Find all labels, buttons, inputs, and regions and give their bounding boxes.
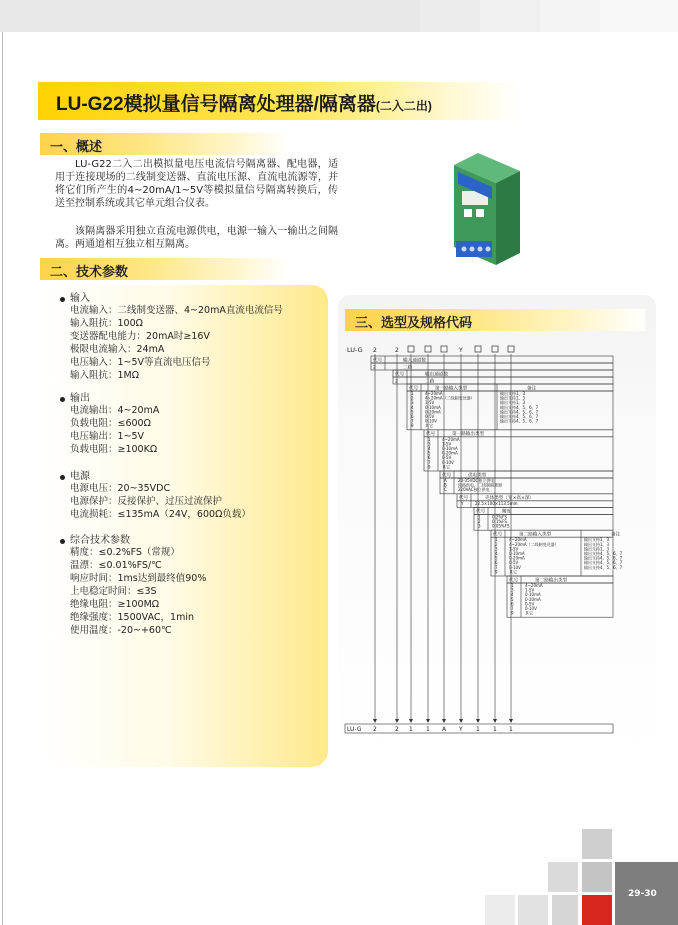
spec-group-title: 电源 — [70, 471, 90, 482]
table-cell: 输出支持4、5、6、7 — [500, 409, 539, 415]
specs-heading: 二、技术参数 — [50, 265, 129, 280]
selection-arrowhead — [459, 719, 463, 723]
page-number: 29-30 — [628, 889, 657, 899]
table-cell: 4 — [411, 404, 414, 410]
table-cell: 5 — [511, 596, 514, 602]
table-cell: 二路 — [403, 365, 413, 371]
table-cell: 4~20mA（二线制变送器） — [425, 395, 475, 401]
example-code-digit: Y — [459, 726, 463, 733]
example-code-prefix: LU-G — [347, 726, 362, 733]
table-cell: 1 — [511, 583, 514, 588]
bullet-icon — [60, 297, 65, 302]
table-cell: 0-10mA — [509, 551, 525, 556]
spec-line: 负载电阻：≥100KΩ — [70, 444, 158, 455]
deco-square — [552, 895, 578, 925]
selection-arrowhead — [493, 719, 497, 723]
table-cell: 4 — [495, 551, 498, 556]
table-cell: 输出支持4、5、6、7 — [500, 404, 539, 410]
spec-line: 电源电压：20~35VDC — [70, 483, 171, 494]
top-bar — [0, 0, 678, 32]
spec-line: 响应时间：1ms达到最终值90% — [70, 573, 207, 584]
deco-square-red — [582, 895, 612, 925]
table-cell: 输出通道数 — [425, 372, 448, 378]
table-cell: 9 — [495, 569, 498, 575]
table-cell: 输出支持4、5、6、7 — [584, 555, 623, 561]
spec-group-title: 输出 — [70, 393, 90, 404]
table-header-cell: 第二路输入类型 — [519, 532, 552, 538]
header-box — [441, 346, 447, 352]
table-header-row — [491, 530, 613, 537]
selection-arrowhead — [373, 719, 377, 723]
selection-arrowhead — [426, 719, 430, 723]
selection-heading: 三、选型及规格代码 — [355, 316, 473, 331]
table-cell: A — [444, 478, 447, 483]
table-header-cell: 第一路输出类型 — [452, 432, 485, 438]
table-cell: 4~20mA（二线制变送器） — [509, 541, 559, 547]
table-cell: 输出支持1、3 — [500, 395, 526, 401]
header-box — [508, 346, 514, 352]
code-diagram-svg — [345, 340, 623, 740]
table-cell: 1-5V — [525, 587, 535, 593]
table-cell: 0.2%FS — [492, 514, 507, 520]
table-header-cell: 精度 — [502, 509, 512, 515]
table-cell: 其它 — [425, 423, 433, 429]
table-cell: 其它 — [509, 569, 517, 575]
table-header-cell: 代号 — [459, 496, 469, 502]
header-box — [425, 346, 431, 352]
table-cell: 0-20mA — [509, 555, 525, 561]
deco-square — [485, 895, 515, 925]
spec-line: 电压输出：1~5V — [70, 431, 145, 442]
table-cell: 输出支持1、3 — [584, 541, 610, 547]
page-title: LU-G22模拟量信号隔离处理器/隔离器(二入二出) — [56, 94, 432, 115]
table-cell: 1 — [478, 514, 481, 520]
table-cell: 22.5×100×113.5mm — [475, 500, 518, 506]
table-cell: 二路 — [425, 379, 435, 385]
table-cell: 2 — [395, 379, 398, 385]
table-cell: 3 — [411, 400, 414, 406]
table-cell: 输出支持1、3 — [584, 537, 610, 543]
table-cell: 0-20mA — [425, 409, 441, 415]
selection-arrowhead — [509, 719, 513, 723]
header-y: Y — [459, 347, 463, 354]
header-code: LU-G — [347, 346, 363, 354]
table-cell: 1 — [495, 537, 498, 543]
table-cell: 输出支持1、3 — [584, 546, 610, 552]
table-header-cell: 代号 — [409, 386, 419, 392]
header-box — [475, 346, 481, 352]
table-cell: 9 — [411, 423, 414, 429]
spec-line: 输入阻抗：100Ω — [70, 318, 143, 329]
isolator-device-image — [438, 145, 530, 283]
selection-heading-bar — [345, 309, 645, 331]
table-cell: 7 — [411, 418, 414, 424]
table-cell: 1 — [411, 391, 414, 396]
table-header-cell: 代号 — [426, 432, 436, 438]
table-cell: 输出支持4、5、6、7 — [584, 551, 623, 556]
spec-line: 电流损耗：≤135mA（24V，600Ω负载） — [70, 509, 251, 520]
table-cell: 输出支持4、5、6、7 — [500, 418, 539, 424]
table-cell: 0-5V — [442, 455, 452, 461]
selection-arrowhead — [409, 719, 413, 723]
overview-para-2: 该隔离器采用独立直流电源供电，电源一输入一输出之间隔离。两通道相互独立相互隔离。 — [55, 226, 338, 250]
table-cell: 6 — [411, 414, 414, 419]
selection-arrowhead — [476, 719, 480, 723]
table-cell: 0-10V — [509, 564, 521, 570]
table-cell: 9 — [511, 610, 514, 616]
spec-group-title: 综合技术参数 — [70, 535, 130, 546]
table-cell: 0-10V — [442, 459, 454, 465]
table-header-cell: 第一路输入类型 — [435, 386, 468, 392]
table-cell: 其它 — [442, 464, 450, 470]
table-cell: B — [444, 482, 447, 488]
example-code-digit: 2 — [395, 726, 399, 733]
table-cell: 3 — [478, 523, 481, 529]
table-header-cell: 代号 — [476, 509, 486, 515]
table-cell: 0-20mA — [442, 450, 458, 456]
table-body — [507, 583, 613, 617]
example-code-digit: 2 — [373, 726, 377, 733]
table-cell: 4 — [511, 592, 514, 598]
table-cell: 7 — [428, 459, 431, 465]
example-code-digit: A — [442, 726, 447, 733]
table-cell: 0.05%FS — [492, 523, 510, 529]
table-cell: 9 — [428, 464, 431, 470]
table-cell: 代号 — [395, 372, 405, 378]
overview-heading: 一、概述 — [50, 140, 103, 155]
table-cell: 7 — [495, 564, 498, 570]
table-cell: 0-5V — [525, 601, 535, 607]
header-box — [492, 346, 498, 352]
table-cell: 1-5V — [509, 546, 519, 552]
table-cell: 7 — [511, 606, 514, 611]
table-header-cell: 代号 — [493, 532, 503, 538]
bullet-icon — [60, 397, 65, 402]
table-cell: 0-10V — [425, 418, 437, 424]
table-cell: 输入通道数 — [403, 358, 426, 364]
spec-group-title: 输入 — [70, 293, 90, 304]
example-code-digit: 1 — [476, 726, 480, 733]
table-cell: 1 — [428, 436, 431, 442]
header-digit: 2 — [395, 347, 399, 354]
table-cell: 4~20mA — [442, 436, 460, 442]
bullet-icon — [60, 475, 65, 480]
table-header-row — [457, 494, 613, 501]
deco-square — [548, 862, 578, 892]
spec-line: 精度：≤0.2%FS（常规） — [70, 547, 180, 558]
table-cell: 1-5V — [442, 441, 452, 447]
table-cell: 220VAC独立供电 — [458, 487, 490, 493]
table-cell: 代号 — [373, 358, 383, 364]
bullet-icon — [60, 539, 65, 544]
overview-heading-bar — [40, 133, 290, 155]
overview-para-1: LU-G22二入二出模拟量电压电流信号隔离器、配电器，适用于连接现场的二线制变送器、直流电压源、直流电流源等，并将它们所产生的4~20mA/1~5V等模拟量信号隔离转换后，传送至控制系统或其它单元组合仪表。 — [55, 159, 338, 209]
table-cell: 0-10V — [525, 606, 537, 611]
table-cell: 4 — [428, 446, 431, 451]
table-cell: 0-10mA — [442, 446, 458, 451]
table-header-cell: 第二路输出类型 — [535, 578, 568, 584]
table-cell: 3 — [428, 441, 431, 447]
table-cell: 其它 — [525, 610, 533, 616]
table-cell: 1-5V — [425, 400, 435, 406]
spec-line: 电压输入：1~5V等直流电压信号 — [70, 357, 211, 368]
table-cell: 输出支持1、3 — [500, 400, 526, 406]
header-box — [408, 346, 414, 352]
table-cell: 2 — [411, 395, 414, 401]
table-cell: 6 — [511, 601, 514, 607]
deco-square — [518, 895, 548, 925]
deco-square — [582, 829, 612, 859]
table-cell: 3 — [511, 587, 514, 593]
selection-code-diagram — [345, 340, 623, 740]
table-header-cell: 代号 — [442, 473, 452, 479]
table-cell: 4~20mA — [509, 537, 527, 543]
table-cell: 0-20mA — [525, 596, 541, 602]
table-cell: 输出支持1、3 — [500, 391, 526, 396]
spec-line: 上电稳定时间：≤3S — [70, 586, 157, 597]
spec-line: 使用温度：-20~+60℃ — [70, 625, 172, 636]
table-cell: 4~20mA — [525, 583, 543, 588]
table-header-cell: 备注 — [527, 386, 537, 392]
spec-line: 极限电流输入：24mA — [70, 344, 165, 355]
table-cell: 4~20mA — [425, 391, 443, 396]
header-digit: 2 — [373, 347, 377, 354]
spec-line: 温漂：≤0.01%FS/℃ — [70, 560, 162, 571]
spec-line: 负载电阻：≤600Ω — [70, 418, 151, 429]
table-cell: 0.1%FS — [492, 519, 507, 524]
spec-line: 输入阻抗：1MΩ — [70, 370, 140, 381]
table-cell: 0-5V — [425, 414, 435, 419]
table-cell: 0-5V — [509, 560, 519, 566]
spec-line: 变送器配电能力：20mA时≥16V — [70, 331, 210, 342]
example-code-digit: 1 — [409, 726, 413, 733]
spec-line: 绝缘电阻：≥100MΩ — [70, 599, 160, 610]
table-cell: 0-10mA — [425, 404, 441, 410]
example-code-digit: 1 — [493, 726, 497, 733]
table-header-row — [440, 471, 613, 478]
table-header-cell: 壳体类型（宽×高×深） — [485, 496, 535, 502]
table-cell: 6 — [495, 560, 498, 566]
table-cell: 2 — [495, 541, 498, 547]
spec-line: 电流输入：二线制变送器、4~20mA直流电流信号 — [70, 305, 283, 316]
table-cell: 2 — [478, 519, 481, 524]
table-cell: 6 — [428, 455, 431, 461]
selection-arrowhead — [442, 719, 446, 723]
table-cell: C — [444, 487, 447, 493]
table-cell: 5 — [495, 555, 498, 561]
table-cell: 5 — [428, 450, 431, 456]
spec-line: 绝缘强度：1500VAC，1min — [70, 612, 194, 623]
deco-square — [582, 862, 612, 892]
spec-line: 电流输出：4~20mA — [70, 405, 160, 416]
selection-arrowhead — [395, 719, 399, 723]
table-cell: 0-10mA — [525, 592, 541, 598]
example-code-digit: 1 — [509, 726, 513, 733]
table-header-cell: 备注 — [611, 532, 621, 538]
example-code-digit: 1 — [426, 726, 430, 733]
table-cell: Y — [461, 500, 464, 506]
table-header-cell: 供电类型 — [468, 473, 487, 479]
table-cell: 2 — [373, 365, 376, 371]
table-header-cell: 代号 — [509, 578, 519, 584]
spec-line: 电源保护：反接保护、过压过流保护 — [70, 496, 223, 507]
table-cell: 3 — [495, 546, 498, 552]
table-cell: 5 — [411, 409, 414, 415]
table-cell: 输出支持4、5、6、7 — [584, 560, 623, 566]
table-cell: 20-35VDC独立供电 — [458, 478, 495, 483]
specs-heading-bar — [40, 258, 290, 280]
table-cell: 回路供电，二线制隔离器 — [458, 482, 502, 488]
table-cell: 输出支持4、5、6、7 — [584, 564, 623, 570]
table-cell: 输出支持4、5、6、7 — [500, 414, 539, 419]
